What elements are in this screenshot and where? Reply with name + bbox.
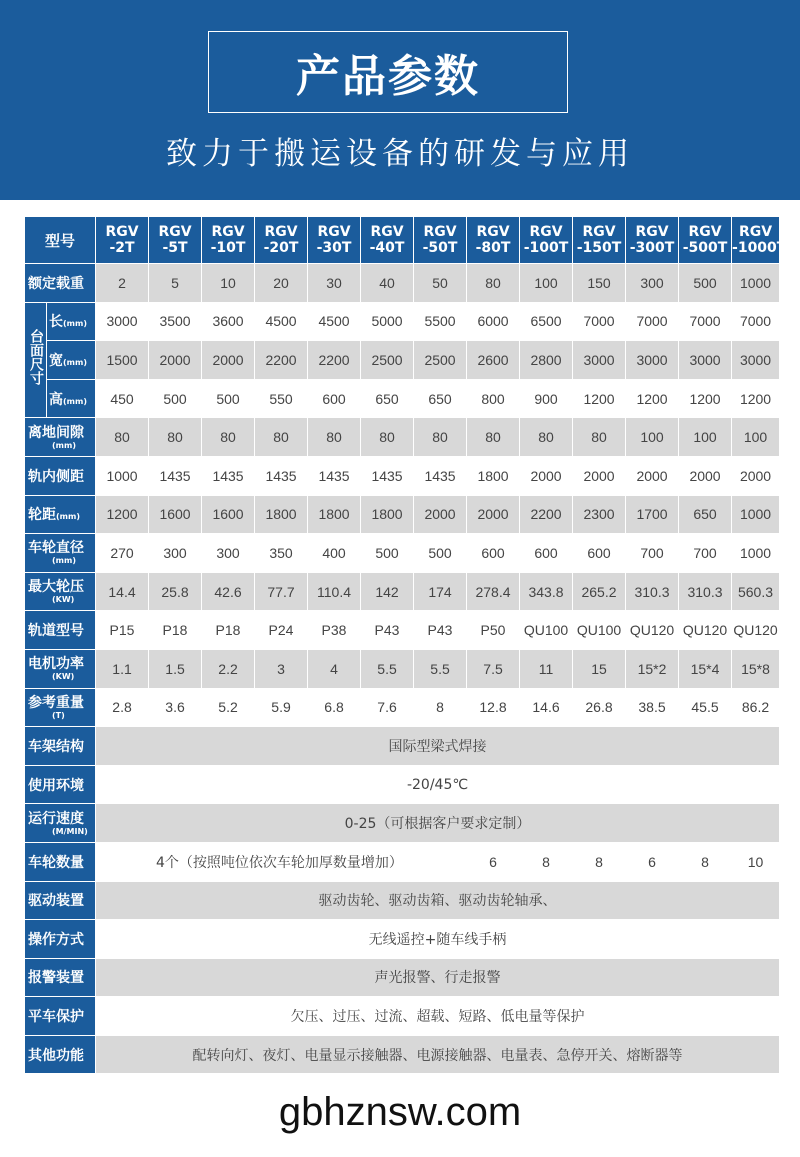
table-cell: 2000 — [414, 495, 467, 534]
group-label-platform-size — [25, 302, 47, 418]
table-cell: 700 — [679, 534, 732, 573]
row-label-text: 高 — [49, 391, 63, 408]
row-unit: (KW) — [52, 672, 75, 682]
table-cell: 1.1 — [96, 649, 149, 688]
table-cell: 7.5 — [467, 649, 520, 688]
group-label-text: 台面尺寸 — [28, 329, 44, 386]
table-cell: 15*8 — [732, 649, 780, 688]
table-cell: 500 — [149, 379, 202, 418]
table-cell: 100 — [520, 264, 573, 303]
row-unit: (mm) — [52, 440, 76, 450]
table-row — [25, 958, 780, 997]
table-row — [25, 881, 780, 920]
row-unit: (T) — [52, 710, 65, 720]
row-label-text: 长 — [49, 314, 63, 331]
table-row — [25, 456, 780, 495]
table-cell: P15 — [96, 611, 149, 650]
table-cell: 7.6 — [361, 688, 414, 727]
row-label — [25, 997, 96, 1036]
table-cell: 3500 — [149, 302, 202, 341]
page-header — [0, 0, 800, 200]
table-cell: 80 — [414, 418, 467, 457]
table-cell: 265.2 — [573, 572, 626, 611]
table-cell: 3000 — [679, 341, 732, 380]
model-tonnage-line: -80T — [475, 240, 511, 256]
table-row — [25, 997, 780, 1036]
table-cell: P50 — [467, 611, 520, 650]
table-cell: 1000 — [96, 456, 149, 495]
table-cell: 11 — [520, 649, 573, 688]
table-cell: 25.8 — [149, 572, 202, 611]
model-name-line: RGV — [317, 224, 351, 240]
table-cell: 2 — [96, 264, 149, 303]
row-label-text: 操作方式 — [28, 931, 84, 948]
table-cell: 10 — [732, 842, 780, 881]
table-cell: 86.2 — [732, 688, 780, 727]
model-tonnage-line: -2T — [109, 240, 135, 256]
model-header-cell — [361, 217, 414, 264]
row-label — [25, 418, 96, 457]
table-row — [25, 534, 780, 573]
table-cell: QU100 — [573, 611, 626, 650]
table-header-row — [25, 217, 780, 264]
row-unit: (mm) — [56, 512, 80, 522]
table-cell: 2200 — [308, 341, 361, 380]
table-cell: 100 — [679, 418, 732, 457]
table-row — [25, 842, 780, 881]
model-header-cell — [732, 217, 787, 264]
table-cell: 42.6 — [202, 572, 255, 611]
table-cell: 1500 — [96, 341, 149, 380]
table-cell: 100 — [626, 418, 679, 457]
table-cell: 600 — [467, 534, 520, 573]
row-label-text: 轨道型号 — [28, 623, 84, 640]
model-tonnage-line: -1000T — [732, 240, 787, 256]
table-cell: 8 — [520, 842, 573, 881]
model-name-line: RGV — [105, 224, 139, 240]
model-header-cell — [679, 217, 732, 264]
website-url: gbhznsw.com — [278, 1090, 522, 1134]
table-row — [25, 649, 780, 688]
model-name-line: RGV — [264, 224, 298, 240]
table-cell: 500 — [414, 534, 467, 573]
row-label-text: 轮距 — [28, 507, 56, 524]
model-tonnage-line: -5T — [162, 240, 188, 256]
table-cell: 80 — [255, 418, 308, 457]
table-row — [25, 495, 780, 534]
row-label — [25, 842, 96, 881]
table-cell: 3 — [255, 649, 308, 688]
model-name-line: RGV — [423, 224, 457, 240]
table-cell: 700 — [626, 534, 679, 573]
row-label-text: 使用环境 — [28, 777, 84, 794]
table-cell: 1800 — [255, 495, 308, 534]
table-cell: 174 — [414, 572, 467, 611]
model-name-line: RGV — [688, 224, 722, 240]
row-label-text: 参考重量 — [28, 694, 84, 711]
row-label-text: 宽 — [49, 352, 63, 369]
table-cell: 15 — [573, 649, 626, 688]
table-row — [25, 688, 780, 727]
row-label — [25, 495, 96, 534]
row-label-text: 报警装置 — [28, 970, 84, 987]
table-cell: 500 — [679, 264, 732, 303]
table-cell: 100 — [732, 418, 780, 457]
table-cell: 450 — [96, 379, 149, 418]
row-label-text: 车轮数量 — [28, 854, 84, 871]
row-label — [25, 572, 96, 611]
merged-cell: 0-25（可根据客户要求定制） — [96, 804, 780, 843]
table-cell: 2000 — [520, 456, 573, 495]
model-header-cell — [520, 217, 573, 264]
table-row — [25, 341, 780, 380]
table-cell: 80 — [202, 418, 255, 457]
row-label — [47, 379, 96, 418]
row-unit: (mm) — [63, 396, 87, 406]
table-cell: 4 — [308, 649, 361, 688]
table-cell: 1200 — [626, 379, 679, 418]
table-cell: 8 — [679, 842, 732, 881]
table-cell: 900 — [520, 379, 573, 418]
table-cell: 4500 — [308, 302, 361, 341]
merged-cell: 4个（按照吨位依次车轮加厚数量增加） — [96, 842, 467, 881]
spec-table — [24, 216, 787, 1074]
table-cell: 1800 — [467, 456, 520, 495]
row-unit: (mm) — [63, 319, 87, 329]
row-unit: (mm) — [63, 357, 87, 367]
table-cell: P43 — [361, 611, 414, 650]
table-cell: 6000 — [467, 302, 520, 341]
table-cell: 14.6 — [520, 688, 573, 727]
table-cell: 14.4 — [96, 572, 149, 611]
model-header-cell — [149, 217, 202, 264]
table-cell: 6.8 — [308, 688, 361, 727]
table-cell: 1435 — [202, 456, 255, 495]
row-label — [25, 1035, 96, 1074]
table-cell: 5 — [149, 264, 202, 303]
table-cell: 3000 — [732, 341, 780, 380]
row-label-text: 车架结构 — [28, 738, 84, 755]
model-header-cell — [626, 217, 679, 264]
row-label — [25, 804, 96, 843]
table-row — [25, 727, 780, 766]
table-cell: 5000 — [361, 302, 414, 341]
table-cell: 2200 — [520, 495, 573, 534]
table-row — [25, 765, 780, 804]
table-row — [25, 418, 780, 457]
table-cell: 1200 — [732, 379, 780, 418]
row-label-text: 其他功能 — [28, 1047, 84, 1064]
table-cell: 6500 — [520, 302, 573, 341]
table-cell: 343.8 — [520, 572, 573, 611]
table-cell: P43 — [414, 611, 467, 650]
table-cell: 1000 — [732, 264, 780, 303]
table-cell: 1800 — [361, 495, 414, 534]
page-title: 产品参数 — [208, 31, 568, 113]
table-row — [25, 920, 780, 959]
table-cell: 40 — [361, 264, 414, 303]
table-row — [25, 302, 780, 341]
table-cell: 2300 — [573, 495, 626, 534]
model-tonnage-line: -500T — [682, 240, 728, 256]
model-name-line: RGV — [582, 224, 616, 240]
table-cell: 3000 — [96, 302, 149, 341]
table-cell: 1.5 — [149, 649, 202, 688]
table-cell: 350 — [255, 534, 308, 573]
table-cell: 650 — [679, 495, 732, 534]
table-cell: 600 — [520, 534, 573, 573]
table-cell: 80 — [573, 418, 626, 457]
table-cell: 1200 — [96, 495, 149, 534]
table-cell: 2200 — [255, 341, 308, 380]
table-cell: 45.5 — [679, 688, 732, 727]
model-name-line: RGV — [529, 224, 563, 240]
table-cell: 1435 — [361, 456, 414, 495]
table-cell: 50 — [414, 264, 467, 303]
table-cell: 650 — [361, 379, 414, 418]
table-cell: 30 — [308, 264, 361, 303]
table-cell: 15*2 — [626, 649, 679, 688]
table-cell: 80 — [520, 418, 573, 457]
table-cell: 77.7 — [255, 572, 308, 611]
row-label — [25, 611, 96, 650]
table-cell: 110.4 — [308, 572, 361, 611]
row-label-text: 轨内侧距 — [28, 468, 84, 485]
merged-cell: 配转向灯、夜灯、电量显示接触器、电源接触器、电量表、急停开关、熔断器等 — [96, 1035, 780, 1074]
table-cell: P18 — [149, 611, 202, 650]
table-cell: 5.5 — [414, 649, 467, 688]
model-tonnage-line: -20T — [263, 240, 299, 256]
table-cell: 300 — [149, 534, 202, 573]
table-cell: 5.5 — [361, 649, 414, 688]
model-name-line: RGV — [635, 224, 669, 240]
table-cell: 3000 — [573, 341, 626, 380]
table-cell: 1000 — [732, 495, 780, 534]
table-cell: 2000 — [149, 341, 202, 380]
header-label-model: 型号 — [25, 217, 96, 264]
table-cell: 800 — [467, 379, 520, 418]
table-cell: QU120 — [732, 611, 780, 650]
table-cell: QU100 — [520, 611, 573, 650]
row-label — [25, 727, 96, 766]
table-cell: 1600 — [202, 495, 255, 534]
table-cell: 80 — [467, 418, 520, 457]
table-cell: 2000 — [202, 341, 255, 380]
table-cell: 1000 — [732, 534, 780, 573]
table-cell: 8 — [573, 842, 626, 881]
row-label — [25, 534, 96, 573]
table-row — [25, 264, 780, 303]
model-header-cell — [96, 217, 149, 264]
table-cell: 1435 — [255, 456, 308, 495]
model-tonnage-line: -300T — [629, 240, 675, 256]
table-cell: 650 — [414, 379, 467, 418]
table-cell: 2500 — [361, 341, 414, 380]
row-label — [47, 341, 96, 380]
table-cell: 600 — [573, 534, 626, 573]
merged-cell: 国际型梁式焊接 — [96, 727, 780, 766]
table-cell: 1700 — [626, 495, 679, 534]
model-header-cell — [573, 217, 626, 264]
model-tonnage-line: -100T — [523, 240, 569, 256]
row-label — [25, 958, 96, 997]
table-cell: 10 — [202, 264, 255, 303]
row-label-text: 额定载重 — [28, 275, 84, 292]
table-cell: 8 — [414, 688, 467, 727]
model-tonnage-line: -150T — [576, 240, 622, 256]
table-cell: 278.4 — [467, 572, 520, 611]
table-cell: 3000 — [626, 341, 679, 380]
table-cell: 550 — [255, 379, 308, 418]
table-cell: 2800 — [520, 341, 573, 380]
model-header-cell — [467, 217, 520, 264]
table-row — [25, 1035, 780, 1074]
table-cell: 600 — [308, 379, 361, 418]
table-cell: 2000 — [467, 495, 520, 534]
table-cell: 3600 — [202, 302, 255, 341]
table-row — [25, 804, 780, 843]
table-cell: 80 — [361, 418, 414, 457]
model-tonnage-line: -50T — [422, 240, 458, 256]
merged-cell: 驱动齿轮、驱动齿箱、驱动齿轮轴承、 — [96, 881, 780, 920]
table-cell: 142 — [361, 572, 414, 611]
table-cell: 7000 — [679, 302, 732, 341]
row-label — [47, 302, 96, 341]
table-cell: 5500 — [414, 302, 467, 341]
table-cell: 6 — [626, 842, 679, 881]
table-cell: 2.8 — [96, 688, 149, 727]
merged-cell: 声光报警、行走报警 — [96, 958, 780, 997]
table-cell: 2000 — [732, 456, 780, 495]
table-cell: 2600 — [467, 341, 520, 380]
model-name-line: RGV — [738, 224, 773, 240]
row-unit: (mm) — [52, 556, 76, 566]
model-name-line: RGV — [158, 224, 192, 240]
table-cell: 7000 — [732, 302, 780, 341]
table-cell: 7000 — [573, 302, 626, 341]
model-header-cell — [255, 217, 308, 264]
merged-cell: 无线遥控+随车线手柄 — [96, 920, 780, 959]
table-cell: 500 — [361, 534, 414, 573]
row-label-text: 运行速度 — [28, 810, 84, 827]
table-cell: 1200 — [573, 379, 626, 418]
table-cell: P18 — [202, 611, 255, 650]
table-cell: 2000 — [679, 456, 732, 495]
table-cell: 310.3 — [679, 572, 732, 611]
table-cell: 3.6 — [149, 688, 202, 727]
table-cell: 310.3 — [626, 572, 679, 611]
merged-cell: 欠压、过压、过流、超载、短路、低电量等保护 — [96, 997, 780, 1036]
table-row — [25, 379, 780, 418]
model-name-line: RGV — [370, 224, 404, 240]
model-tonnage-line: -30T — [316, 240, 352, 256]
table-cell: 270 — [96, 534, 149, 573]
row-label — [25, 765, 96, 804]
table-cell: 4500 — [255, 302, 308, 341]
table-cell: 1600 — [149, 495, 202, 534]
table-cell: 38.5 — [626, 688, 679, 727]
table-cell: 80 — [308, 418, 361, 457]
table-cell: QU120 — [679, 611, 732, 650]
model-name-line: RGV — [476, 224, 510, 240]
table-cell: 1435 — [149, 456, 202, 495]
table-cell: 2500 — [414, 341, 467, 380]
table-cell: 300 — [202, 534, 255, 573]
row-label-text: 离地间隙 — [28, 424, 84, 441]
model-tonnage-line: -10T — [210, 240, 246, 256]
table-cell: 80 — [149, 418, 202, 457]
table-cell: 2.2 — [202, 649, 255, 688]
model-header-cell — [202, 217, 255, 264]
row-label-text: 电机功率 — [28, 656, 84, 673]
table-cell: 1200 — [679, 379, 732, 418]
row-label — [25, 688, 96, 727]
table-cell: 400 — [308, 534, 361, 573]
row-label — [25, 456, 96, 495]
row-label — [25, 264, 96, 303]
row-label — [25, 649, 96, 688]
table-cell: 1435 — [414, 456, 467, 495]
table-cell: 80 — [96, 418, 149, 457]
model-tonnage-line: -40T — [369, 240, 405, 256]
table-cell: P24 — [255, 611, 308, 650]
table-cell: QU120 — [626, 611, 679, 650]
row-label — [25, 920, 96, 959]
table-cell: 80 — [467, 264, 520, 303]
table-row — [25, 572, 780, 611]
table-cell: 150 — [573, 264, 626, 303]
table-cell: 500 — [202, 379, 255, 418]
table-cell: 5.9 — [255, 688, 308, 727]
model-header-cell — [414, 217, 467, 264]
page-subtitle: 致力于搬运设备的研发与应用 — [166, 136, 634, 172]
table-cell: 560.3 — [732, 572, 780, 611]
row-label-text: 最大轮压 — [28, 579, 84, 596]
row-label — [25, 881, 96, 920]
table-cell: 6 — [467, 842, 520, 881]
table-cell: 1800 — [308, 495, 361, 534]
model-header-cell — [308, 217, 361, 264]
table-cell: 5.2 — [202, 688, 255, 727]
table-cell: 26.8 — [573, 688, 626, 727]
table-cell: 12.8 — [467, 688, 520, 727]
row-unit: (KW) — [52, 595, 75, 605]
merged-cell: -20/45℃ — [96, 765, 780, 804]
table-cell: 2000 — [626, 456, 679, 495]
row-label-text: 车轮直径 — [28, 540, 84, 557]
row-label-text: 平车保护 — [28, 1009, 84, 1026]
table-cell: P38 — [308, 611, 361, 650]
row-unit: (M/MIN) — [52, 826, 88, 836]
row-label-text: 驱动装置 — [28, 893, 84, 910]
table-cell: 20 — [255, 264, 308, 303]
table-cell: 15*4 — [679, 649, 732, 688]
model-name-line: RGV — [211, 224, 245, 240]
table-row — [25, 611, 780, 650]
table-cell: 2000 — [573, 456, 626, 495]
table-cell: 1435 — [308, 456, 361, 495]
table-cell: 7000 — [626, 302, 679, 341]
table-cell: 300 — [626, 264, 679, 303]
